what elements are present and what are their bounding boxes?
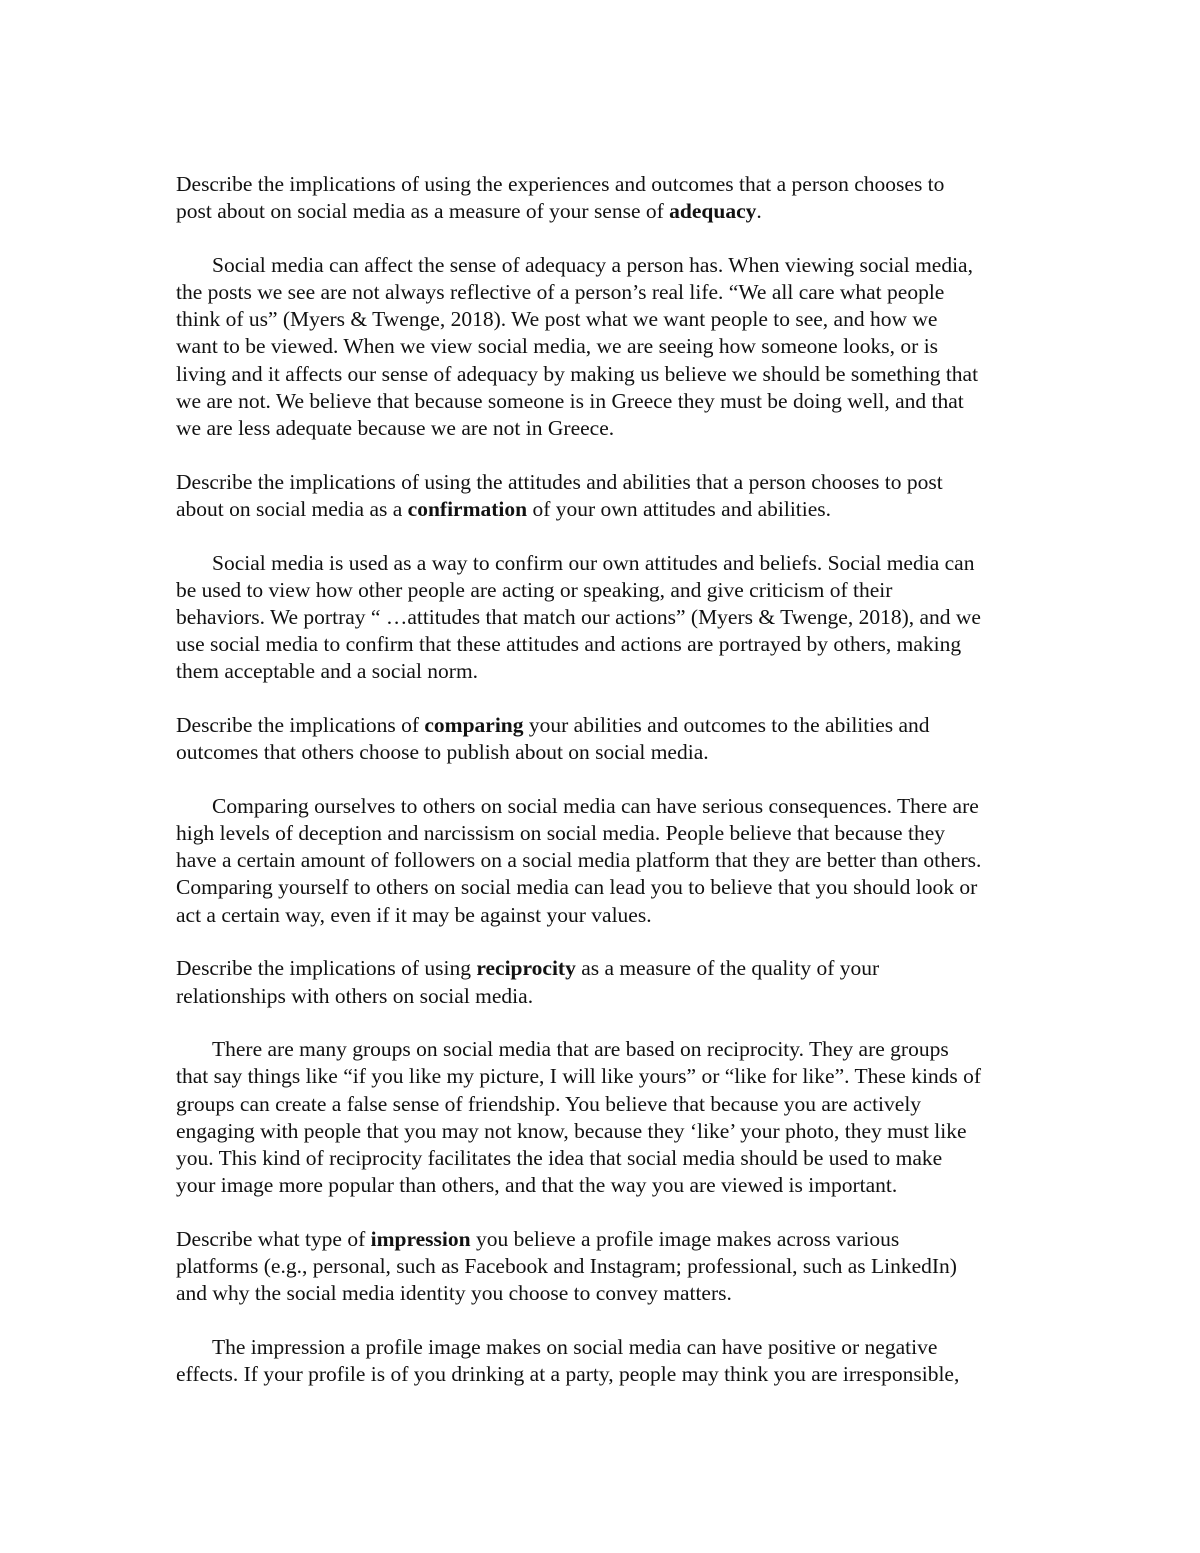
answer-line: The impression a profile image makes on social media can have positive or negative: [212, 1334, 938, 1359]
question-line: [176, 739, 1076, 766]
answer-line: behaviors. We portray “ …attitudes that match our actions” (Myers & Twenge, 2018), and we: [176, 604, 981, 629]
question-line: [176, 955, 1076, 982]
answer-line: living and it affects our sense of adequacy by making us believe we should be something that: [176, 361, 979, 386]
paragraph-gap: [176, 766, 1076, 793]
answer-line: high levels of deception and narcissism on social media. People believe that because they: [176, 821, 945, 846]
question-text: you believe a profile image makes across various: [470, 1226, 900, 1251]
answer-line: Social media can affect the sense of adequacy a person has. When viewing social media,: [212, 252, 973, 277]
paragraph-gap: [176, 686, 1076, 713]
answer-paragraph: [176, 550, 1076, 686]
question-line: [176, 1253, 1076, 1280]
keyword-bold: confirmation: [407, 496, 528, 521]
answer-paragraph: [176, 252, 1076, 442]
question-text: platforms (e.g., personal, such as Facebook and Instagram; professional, such as LinkedIn): [176, 1254, 957, 1278]
question-line: [176, 496, 1076, 523]
answer-line: Comparing yourself to others on social media can lead you to believe that you should look or: [176, 875, 978, 900]
question-text: as a measure of the quality of your: [575, 956, 880, 981]
paragraph-gap: [176, 225, 1076, 252]
answer-line: that say things like “if you like my picture, I will like yours” or “like for like”. These kinds of: [176, 1064, 982, 1089]
answer-paragraph: [176, 793, 1076, 929]
answer-paragraph: [176, 1334, 1076, 1388]
question-paragraph: [176, 955, 1076, 1009]
keyword-bold: impression: [370, 1226, 471, 1251]
question-text: Describe the implications of using: [176, 956, 477, 981]
answer-line: we are less adequate because we are not in Greece.: [176, 416, 615, 440]
answer-line: act a certain way, even if it may be against your values.: [176, 902, 652, 927]
answer-line: engaging with people that you may not know, because they ‘like’ your photo, they must like: [176, 1118, 967, 1143]
answer-paragraph: [176, 1036, 1076, 1199]
question-text: about on social media as a: [176, 496, 408, 521]
keyword-bold: adequacy: [669, 199, 757, 224]
answer-line: think of us” (Myers & Twenge, 2018). We post what we want people to see, and how we: [176, 307, 938, 332]
answer-line: have a certain amount of followers on a social media platform that they are better than others.: [176, 848, 982, 873]
answer-line: be used to view how other people are acting or speaking, and give criticism of their: [176, 577, 893, 602]
paragraph-gap: [176, 1010, 1076, 1037]
question-line: [176, 1280, 1076, 1307]
question-text: Describe the implications of using the attitudes and abilities that a person chooses to post: [176, 469, 943, 494]
answer-line: groups can create a false sense of friendship. You believe that because you are actively: [176, 1091, 922, 1116]
question-paragraph: [176, 469, 1076, 523]
document-page: [176, 171, 1076, 1388]
answer-line: your image more popular than others, and that the way you are viewed is important.: [176, 1173, 898, 1198]
paragraph-gap: [176, 929, 1076, 956]
question-paragraph: [176, 712, 1076, 766]
answer-line: them acceptable and a social norm.: [176, 659, 479, 684]
paragraph-gap: [176, 442, 1076, 469]
keyword-bold: comparing: [424, 713, 524, 737]
question-text: .: [756, 199, 762, 224]
question-text: post about on social media as a measure of your sense of: [176, 199, 670, 224]
paragraph-gap: [176, 1307, 1076, 1334]
question-line: [176, 1226, 1076, 1253]
question-paragraph: [176, 1226, 1076, 1308]
answer-line: There are many groups on social media that are based on reciprocity. They are groups: [212, 1037, 949, 1062]
answer-line: we are not. We believe that because someone is in Greece they must be doing well, and that: [176, 388, 964, 413]
question-line: [176, 469, 1076, 496]
question-text: outcomes that others choose to publish about on social media.: [176, 740, 709, 765]
answer-line: Comparing ourselves to others on social media can have serious consequences. There are: [212, 793, 979, 818]
question-text: and why the social media identity you choose to convey matters.: [176, 1281, 732, 1306]
question-text: your abilities and outcomes to the abilities and: [523, 713, 930, 737]
question-text: relationships with others on social media.: [176, 983, 534, 1008]
question-text: Describe what type of: [176, 1226, 371, 1251]
question-text: of your own attitudes and abilities.: [527, 496, 832, 521]
question-text: Describe the implications of: [176, 713, 425, 737]
question-text: Describe the implications of using the experiences and outcomes that a person chooses to: [176, 172, 945, 196]
question-line: [176, 983, 1076, 1010]
answer-line: Social media is used as a way to confirm our own attitudes and beliefs. Social media can: [212, 550, 975, 575]
question-line: [176, 198, 1076, 225]
question-line: [176, 171, 1076, 198]
answer-line: use social media to confirm that these attitudes and actions are portrayed by others, making: [176, 632, 962, 657]
question-line: [176, 712, 1076, 739]
answer-line: the posts we see are not always reflective of a person’s real life. “We all care what people: [176, 280, 945, 305]
answer-line: effects. If your profile is of you drinking at a party, people may think you are irresponsible,: [176, 1362, 960, 1387]
question-paragraph: [176, 171, 1076, 225]
keyword-bold: reciprocity: [476, 956, 576, 981]
answer-line: want to be viewed. When we view social media, we are seeing how someone looks, or is: [176, 334, 939, 359]
answer-line: you. This kind of reciprocity facilitates the idea that social media should be used to make: [176, 1145, 943, 1170]
paragraph-gap: [176, 523, 1076, 550]
paragraph-gap: [176, 1199, 1076, 1226]
